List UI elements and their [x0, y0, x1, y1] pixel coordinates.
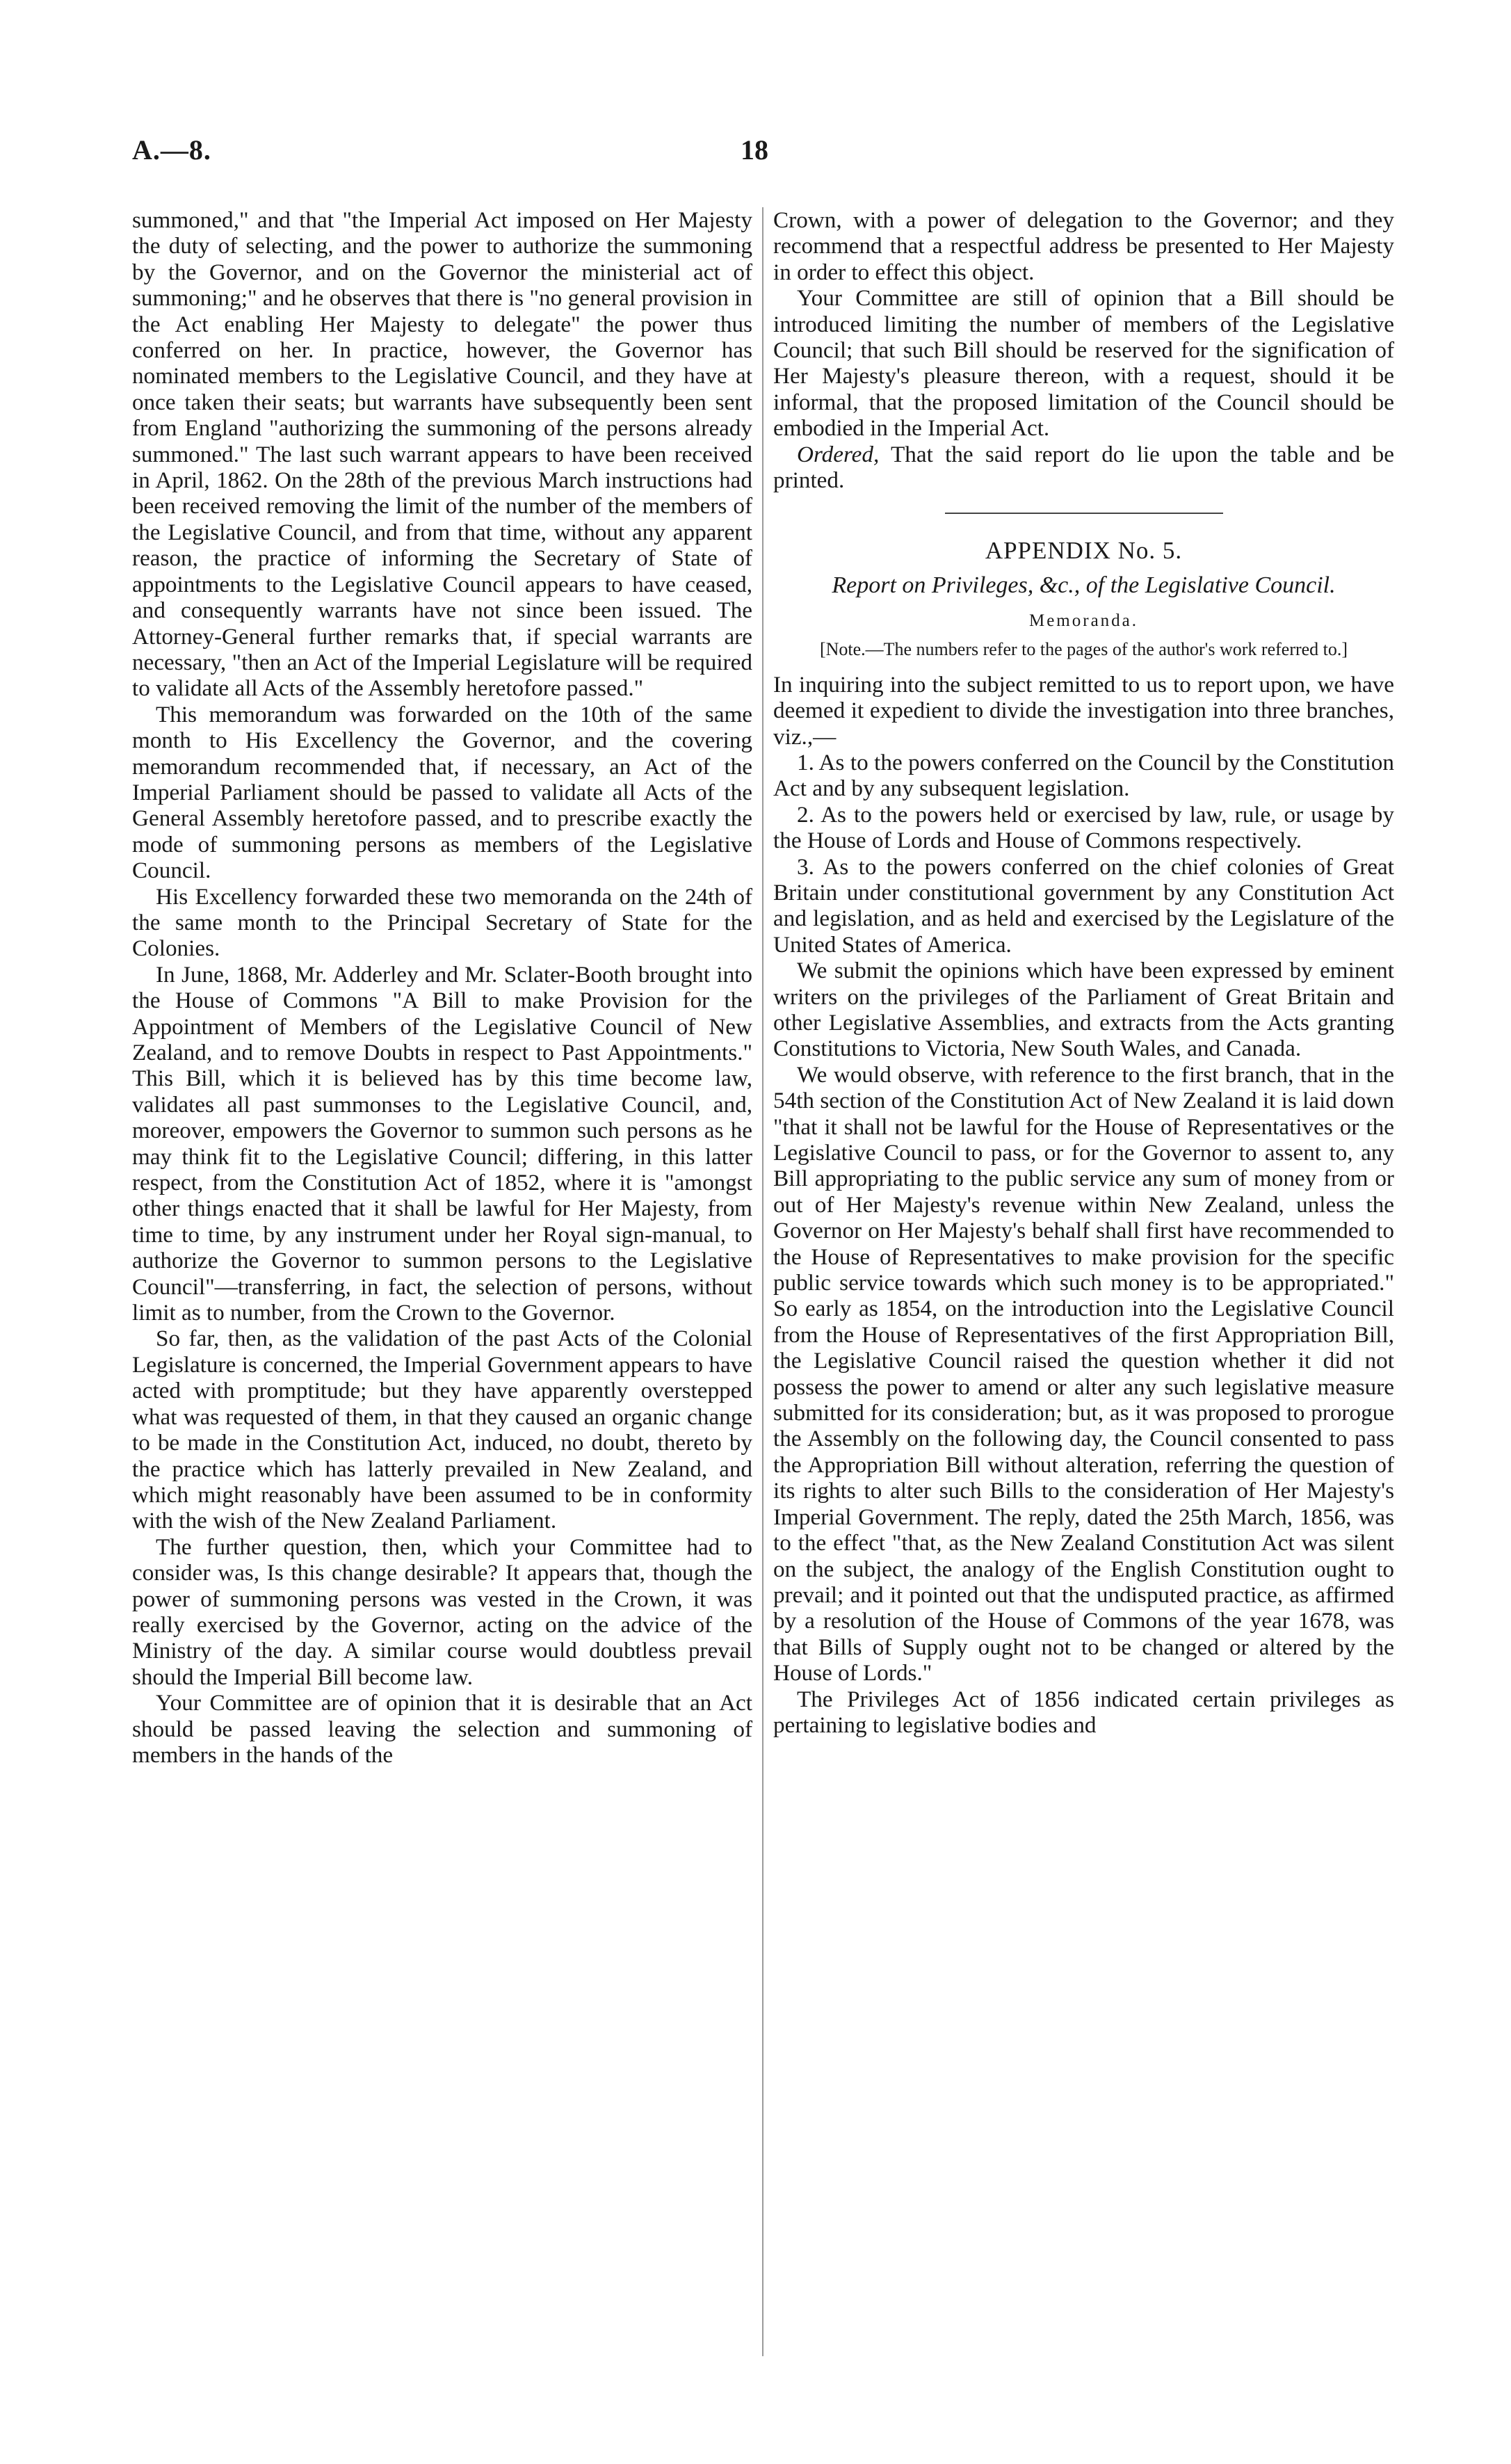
- appendix-title: APPENDIX No. 5.: [985, 537, 1183, 565]
- right-paragraph-submit: We submit the opinions which have been expressed by eminent writers on the privileges of the Parliament of Great Britain and other Legislative Assemblies, and extracts from the Acts granting Constitutions to Victoria, New South Wales, and Canada.: [773, 958, 1394, 1062]
- left-paragraph-6: The further question, then, which your Committee had to consider was, Is this change desirable? It appears that, though the power of summoning persons was vested in the Crown, it was really exercised by the Governor, acting on the advice of the Ministry of the day. A similar course would doubtless prevail should the Imperial Bill become law.: [132, 1533, 752, 1690]
- inquiry-intro: In inquiring into the subject remitted to us to report upon, we have deemed it expedient to divide the investigation into three branches, viz.,—: [773, 671, 1394, 750]
- section-separator: [945, 513, 1223, 514]
- left-paragraph-2: This memorandum was forwarded on the 10th of the same month to His Excellency the Governor, and the covering memorandum recommended that, if necessary, an Act of the Imperial Parliament should be passed to validate all Acts of the General Assembly heretofore passed, and to prescribe exactly the mode of summoning persons as members of the Legislative Council.: [132, 701, 752, 884]
- page-header: [132, 134, 1394, 175]
- right-column: [773, 207, 1394, 1738]
- editorial-note: [Note.—The numbers refer to the pages of the author's work referred to.]: [819, 638, 1348, 659]
- document-reference: A.—8.: [132, 134, 211, 166]
- memoranda-label: Memoranda.: [1028, 611, 1139, 631]
- ordered-word: Ordered,: [797, 441, 880, 467]
- branch-item-3: 3. As to the powers conferred on the chief colonies of Great Britain under constitutional government by any Constitution Act and legislation, and as held and exercised by the Legislature of the United States of America.: [773, 853, 1394, 958]
- branch-item-1: 1. As to the powers conferred on the Council by the Constitution Act and by any subsequent legislation.: [773, 749, 1394, 802]
- ordered-text: That the said report do lie upon the table and be printed.: [773, 441, 1394, 494]
- right-paragraph-privileges: The Privileges Act of 1856 indicated certain privileges as pertaining to legislative bodies and: [773, 1686, 1394, 1738]
- left-paragraph-7: Your Committee are of opinion that it is desirable that an Act should be passed leaving the selection and summoning of members in the hands of the: [132, 1690, 752, 1768]
- branch-item-2: 2. As to the powers held or exercised by law, rule, or usage by the House of Lords and House of Commons respectively.: [773, 801, 1394, 854]
- left-paragraph-4: In June, 1868, Mr. Adderley and Mr. Sclater-Booth brought into the House of Commons "A Bill to make Provision for the Appointment of Members of the Legislative Council of New Zealand, and to remove Doubts in respect to Past Appointments." This Bill, which it is believed has by this time become law, validates all past summonses to the Legislative Council, and, moreover, empowers the Governor to summon such persons as he may think fit to the Legislative Council; differing, in this latter respect, from the Constitution Act of 1852, where it is "amongst other things enacted that it shall be lawful for Her Majesty, from time to time, by any instrument under her Royal sign-manual, to authorize the Governor to summon persons to the Legislative Council"—transferring, in fact, the selection of persons, without limit as to number, from the Crown to the Governor.: [132, 961, 752, 1326]
- left-column: [132, 207, 752, 1768]
- column-divider: [762, 207, 763, 2356]
- branch-list: [773, 750, 1394, 958]
- page-number: 18: [741, 134, 768, 166]
- left-paragraph-3: His Excellency forwarded these two memoranda on the 24th of the same month to the Principal Secretary of State for the Colonies.: [132, 883, 752, 962]
- appendix-subtitle: Report on Privileges, &c., of the Legislative Council.: [832, 572, 1336, 598]
- right-paragraph-observe: We would observe, with reference to the first branch, that in the 54th section of the Constitution Act of New Zealand it is laid down "that it shall not be lawful for the House of Representatives or the Legislative Council to pass, or for the Governor to assent to, any Bill appropriating to the public service any sum of money from or out of Her Majesty's revenue within New Zealand, unless the Governor on Her Majesty's behalf shall first have recommended to the House of Representatives to make provision for the specific public service towards which such money is to be appropriated." So early as 1854, on the introduction into the Legislative Council from the House of Representatives of the first Appropriation Bill, the Legislative Council raised the question whether it did not possess the power to amend or alter any such legislative measure submitted for its consideration; but, as it was proposed to prorogue the Assembly on the following day, the Council consented to pass the Appropriation Bill without alteration, referring the question of its rights to alter such Bills to the consideration of Her Majesty's Imperial Government. The reply, dated the 25th March, 1856, was to the effect "that, as the New Zealand Constitution Act was silent on the subject, the analogy of the English Constitution ought to prevail; and it pointed out that the undisputed practice, as affirmed by a resolution of the House of Commons of the year 1678, was that Bills of Supply ought not to be changed or altered by the House of Lords.": [773, 1061, 1394, 1686]
- left-paragraph-5: So far, then, as the validation of the past Acts of the Colonial Legislature is concerned, the Imperial Government appears to have acted with promptitude; but they have apparently overstepped what was requested of them, in that they caused an organic change to be made in the Constitution Act, induced, no doubt, thereto by the practice which has latterly prevailed in New Zealand, and which might reasonably have been assumed to be in conformity with the wish of the New Zealand Parliament.: [132, 1326, 752, 1534]
- right-paragraph-2: Your Committee are still of opinion that a Bill should be introduced limiting the number of members of the Legislative Council; that such Bill should be reserved for the signification of Her Majesty's pleasure thereon, with a request, should it be informal, that the proposed limitation of the Council should be embodied in the Imperial Act.: [773, 285, 1394, 442]
- right-paragraph-1: Crown, with a power of delegation to the Governor; and they recommend that a respectful address be presented to Her Majesty in order to effect this object.: [773, 207, 1394, 285]
- left-paragraph-1: summoned," and that "the Imperial Act imposed on Her Majesty the duty of selecting, and the power to authorize the summoning by the Governor, and on the Governor the ministerial act of summoning;" and he observes that there is "no general provision in the Act enabling Her Majesty to delegate" the power thus conferred on her. In practice, however, the Governor has nominated members to the Legislative Council, and they have at once taken their seats; but warrants have subsequently been sent from England "authorizing the summoning of the persons already summoned." The last such warrant appears to have been received in April, 1862. On the 28th of the previous March instructions had been received removing the limit of the number of the members of the Legislative Council, and from that time, without any apparent reason, the practice of informing the Secretary of State of appointments to the Legislative Council appears to have ceased, and consequently warrants have not since been issued. The Attorney-General further remarks that, if special warrants are necessary, "then an Act of the Imperial Legislature will be required to validate all Acts of the Assembly heretofore passed.": [132, 207, 752, 702]
- ordered-paragraph: [773, 442, 1394, 494]
